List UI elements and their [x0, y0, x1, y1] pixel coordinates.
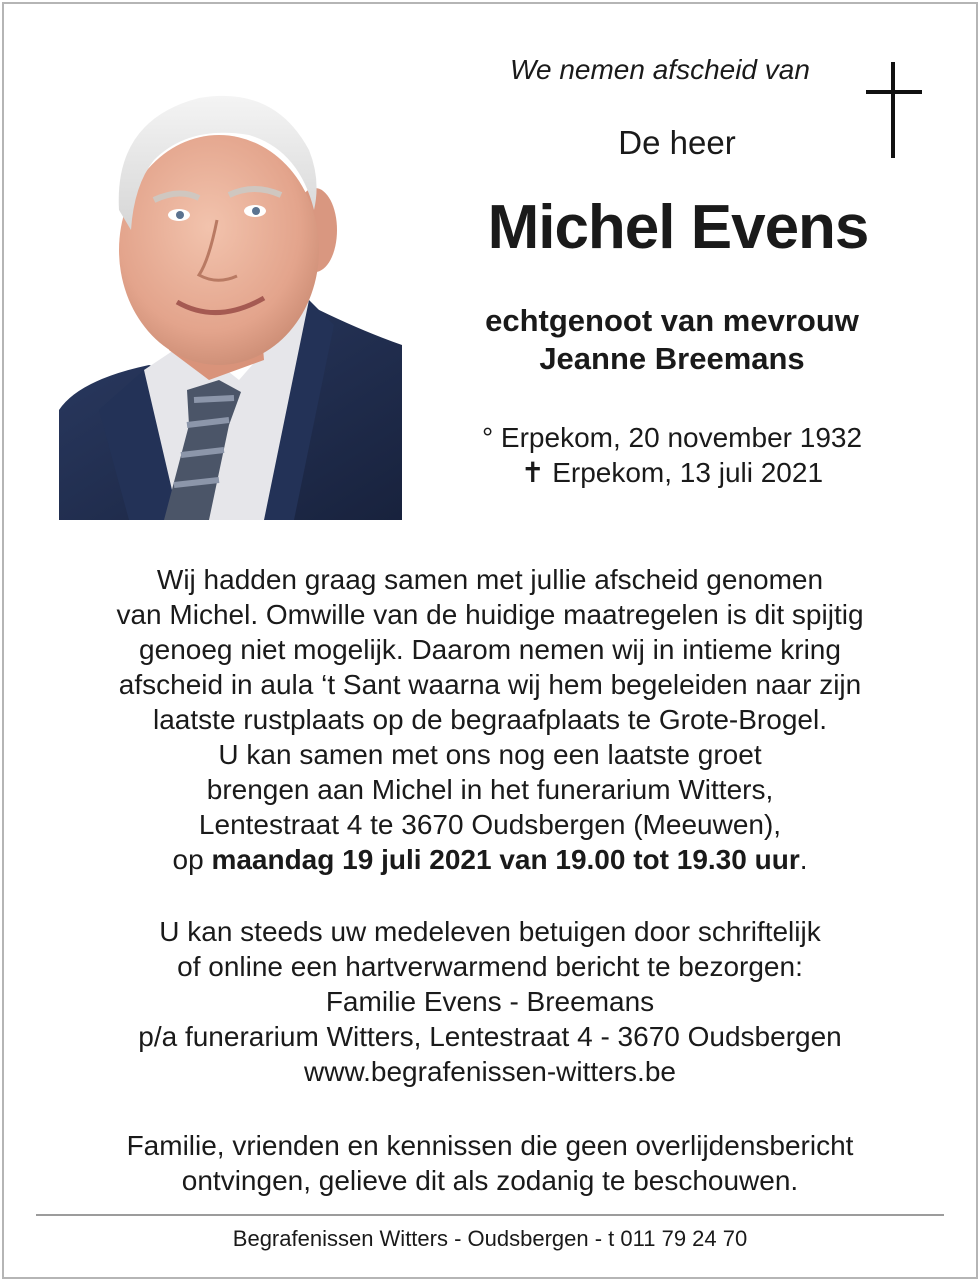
paragraph-line: Familie, vrienden en kennissen die geen overlijdensbericht [126, 1130, 854, 1161]
paragraph-line: genoeg niet mogelijk. Daarom nemen wij in intieme kring [139, 634, 841, 665]
footer-divider [36, 1214, 944, 1216]
paragraph-line: Wij hadden graag samen met jullie afscheid genomen [156, 564, 824, 595]
paragraph-line: U kan samen met ons nog een laatste groet [218, 739, 762, 770]
paragraph-line: Lentestraat 4 te 3670 Oudsbergen (Meeuwen), [198, 809, 782, 840]
portrait-photo [59, 80, 402, 520]
family-name: Familie Evens - Breemans [325, 986, 655, 1017]
condolence-paragraph [40, 914, 940, 1089]
paragraph-line: of online een hartverwarmend bericht te bezorgen: [177, 951, 803, 982]
paragraph-line: afscheid in aula ‘t Sant waarna wij hem begeleiden naar zijn [118, 669, 862, 700]
deceased-name: Michel Evens [487, 193, 869, 262]
condolence-address: p/a funerarium Witters, Lentestraat 4 - 3670 Oudsbergen [138, 1021, 842, 1052]
website-link[interactable]: www.begrafenissen-witters.be [304, 1056, 676, 1087]
visitation-datetime: maandag 19 juli 2021 van 19.00 tot 19.30 uur [211, 844, 800, 875]
spouse-info [420, 302, 924, 378]
paragraph-line: laatste rustplaats op de begraafplaats te Grote-Brogel. [153, 704, 827, 735]
intro-line: We nemen afscheid van [510, 54, 810, 85]
paragraph-line: ontvingen, gelieve dit als zodanig te beschouwen. [181, 1165, 799, 1196]
visitation-suffix: . [799, 844, 808, 875]
paragraph-line: van Michel. Omwille van de huidige maatregelen is dit spijtig [116, 599, 864, 630]
notice-paragraph [40, 1128, 940, 1198]
paragraph-line: U kan steeds uw medeleven betuigen door schriftelijk [159, 916, 821, 947]
death-date: ✝ Erpekom, 13 juli 2021 [520, 457, 824, 488]
visitation-prefix: op [172, 844, 212, 875]
salutation: De heer [618, 124, 736, 161]
paragraph-line: brengen aan Michel in het funerarium Witters, [206, 774, 774, 805]
ceremony-paragraph [40, 562, 940, 877]
spouse-line-2: Jeanne Breemans [539, 341, 805, 376]
visitation-time-line [40, 842, 940, 877]
funeral-home-footer: Begrafenissen Witters - Oudsbergen - t 011 79 24 70 [232, 1226, 748, 1251]
spouse-line-1: echtgenoot van mevrouw [485, 303, 859, 338]
life-dates [420, 420, 924, 490]
birth-date: ° Erpekom, 20 november 1932 [481, 422, 863, 453]
